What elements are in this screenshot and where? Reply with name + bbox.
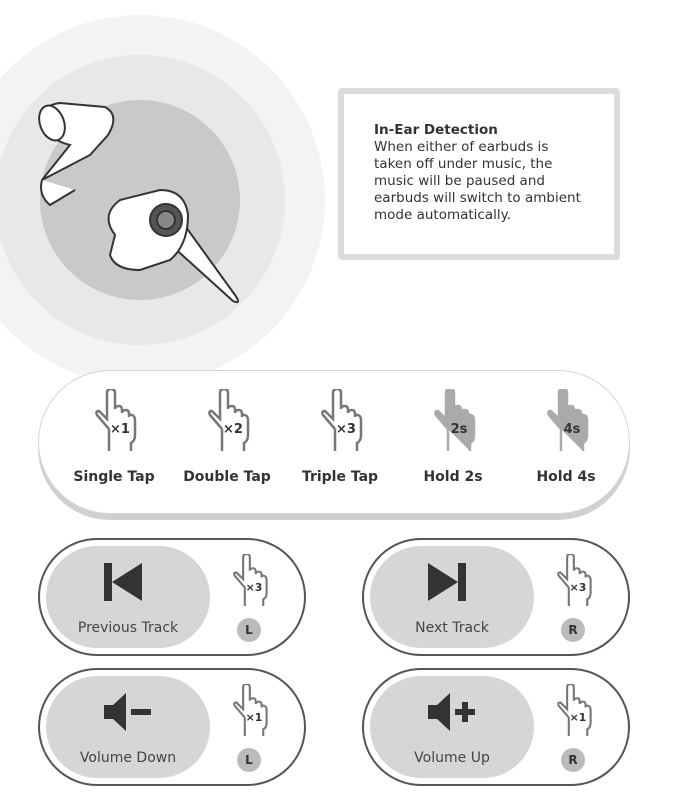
volume-down-icon bbox=[104, 692, 152, 732]
previous-track-icon bbox=[104, 562, 152, 602]
action-label: Volume Up bbox=[414, 750, 490, 766]
action-label: Volume Down bbox=[79, 750, 177, 766]
hand-tap-icon bbox=[89, 389, 139, 451]
in-ear-detection-box bbox=[338, 88, 620, 260]
hand-tap bbox=[552, 684, 594, 736]
action-volume-up bbox=[362, 668, 630, 786]
tap-count: ×1 bbox=[569, 710, 587, 724]
action-next-track bbox=[362, 538, 630, 656]
gesture-single-tap bbox=[59, 389, 169, 485]
hand-tap-icon bbox=[552, 684, 594, 736]
volume-up-icon bbox=[428, 692, 476, 732]
hand-tap-icon bbox=[541, 389, 591, 451]
tap-count: ×3 bbox=[245, 580, 263, 594]
hand-tap bbox=[228, 684, 270, 736]
hand-tap-icon bbox=[428, 389, 478, 451]
gesture-label: Hold 2s bbox=[423, 469, 483, 485]
gesture-triple-tap bbox=[285, 389, 395, 485]
gesture-label: Hold 4s bbox=[536, 469, 596, 485]
hand-tap-icon bbox=[202, 389, 252, 451]
action-button bbox=[370, 546, 534, 648]
earbuds-illustration bbox=[30, 95, 260, 315]
earbud-side-badge: R bbox=[561, 748, 585, 772]
hand-tap-icon bbox=[228, 684, 270, 736]
tap-count: ×1 bbox=[245, 710, 263, 724]
hand-tap-icon bbox=[228, 554, 270, 606]
gesture-count: ×1 bbox=[110, 422, 130, 437]
gesture-label: Double Tap bbox=[183, 469, 271, 485]
action-button bbox=[370, 676, 534, 778]
action-button bbox=[46, 546, 210, 648]
hand-tap bbox=[552, 554, 594, 606]
gesture-label: Single Tap bbox=[73, 469, 155, 485]
gesture-double-tap bbox=[172, 389, 282, 485]
gesture-count: ×3 bbox=[336, 422, 356, 437]
info-body: When either of earbuds is taken off under music, the music will be paused and earbuds will switch to ambient mode automatically. bbox=[374, 139, 581, 223]
earbud-side-badge: L bbox=[237, 618, 261, 642]
gesture-hold-4s bbox=[511, 389, 621, 485]
hand-tap bbox=[228, 554, 270, 606]
action-label: Next Track bbox=[415, 620, 489, 636]
gesture-legend bbox=[38, 370, 630, 514]
action-label: Previous Track bbox=[77, 620, 179, 636]
next-track-icon bbox=[428, 562, 476, 602]
action-previous-track bbox=[38, 538, 306, 656]
gesture-count: 2s bbox=[450, 422, 468, 437]
earbud-side-badge: L bbox=[237, 748, 261, 772]
gesture-hold-2s bbox=[398, 389, 508, 485]
tap-count: ×3 bbox=[569, 580, 587, 594]
gesture-count: ×2 bbox=[223, 422, 243, 437]
gesture-label: Triple Tap bbox=[301, 469, 379, 485]
action-button bbox=[46, 676, 210, 778]
gesture-count: 4s bbox=[563, 422, 581, 437]
info-title: In-Ear Detection bbox=[374, 122, 498, 138]
action-volume-down bbox=[38, 668, 306, 786]
earbud-side-badge: R bbox=[561, 618, 585, 642]
hand-tap-icon bbox=[315, 389, 365, 451]
hand-tap-icon bbox=[552, 554, 594, 606]
